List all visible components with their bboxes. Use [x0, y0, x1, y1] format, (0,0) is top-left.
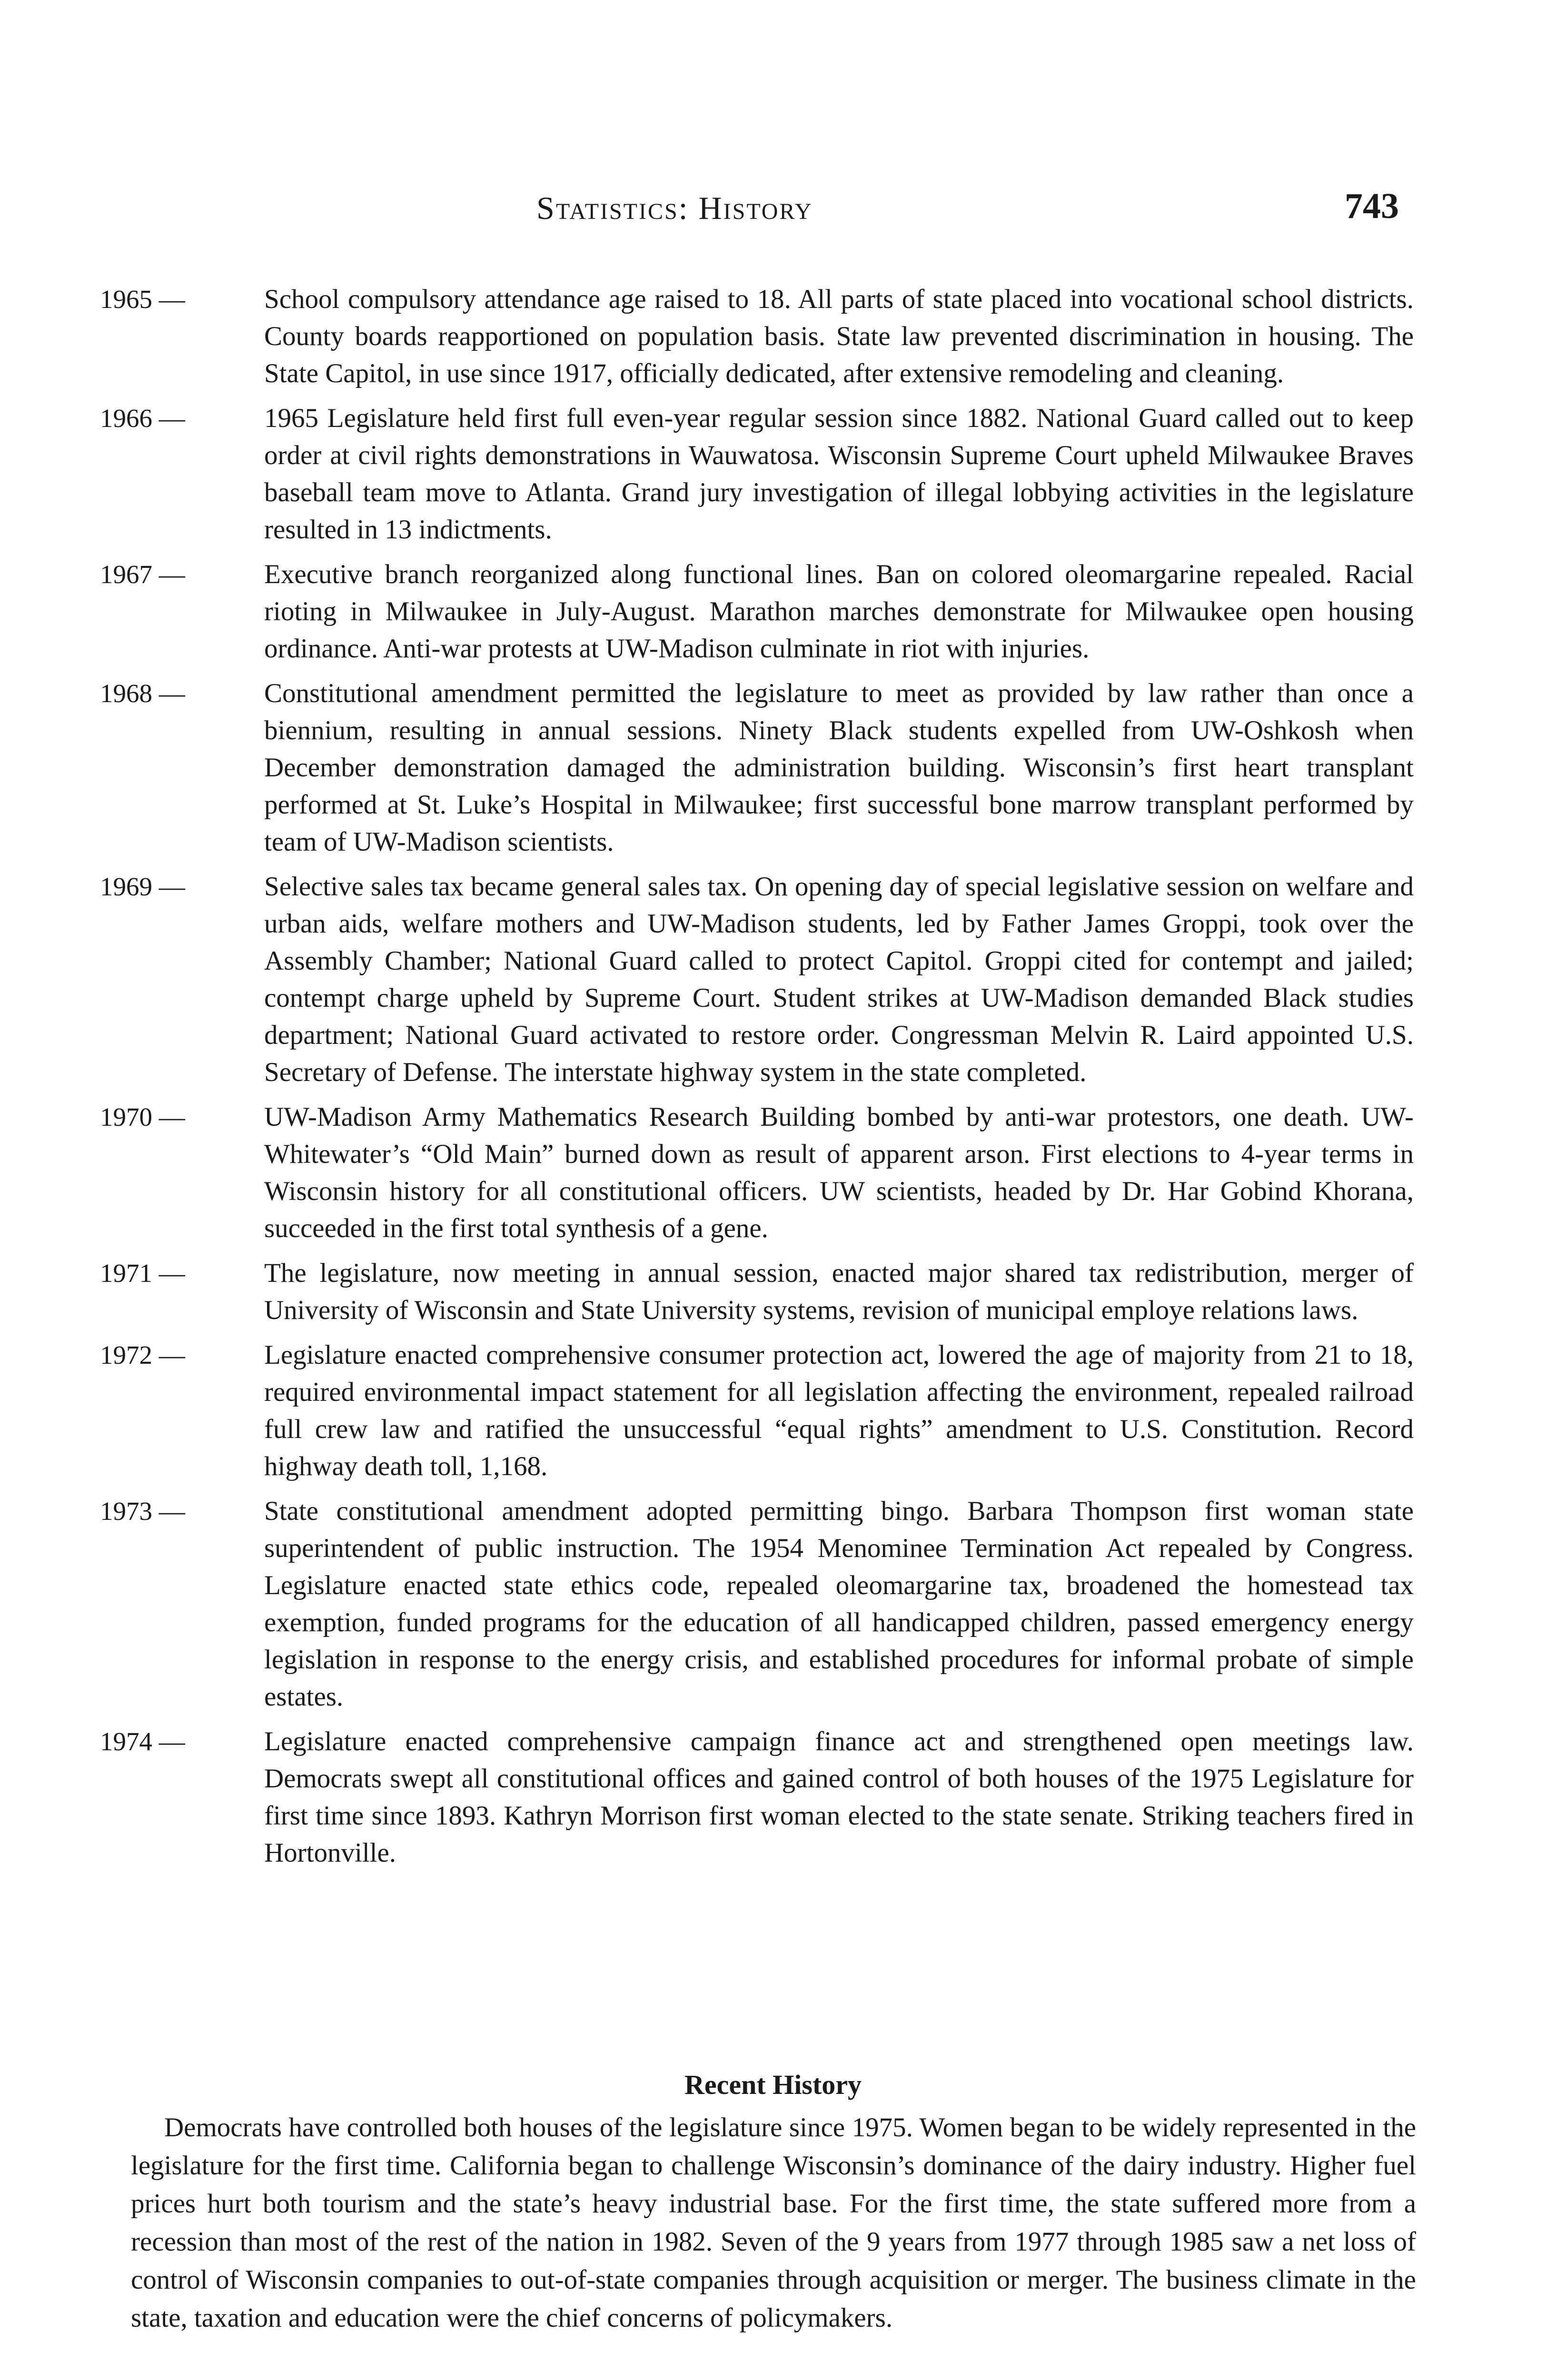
- running-title: Statistics: History: [536, 190, 813, 226]
- entry-year: 1969 —: [100, 872, 185, 901]
- entry-year: 1973 —: [100, 1497, 185, 1526]
- entry-year: 1970 —: [100, 1102, 185, 1131]
- timeline-entry-1973: [100, 1493, 1414, 1716]
- timeline-entry-1974: [100, 1723, 1414, 1872]
- recent-history-paragraph: Democrats have controlled both houses of the legislature since 1975. Women began to be widely represented in the legislature for the first time. California began to challenge Wisconsin’s dominance of the dairy industry. Higher fuel prices hurt both tourism and the state’s heavy industrial base. For the first time, the state suffered more from a recession than most of the rest of the nation in 1982. Seven of the 9 years from 1977 through 1985 saw a net loss of control of Wisconsin companies to out-of-state companies through acquisition or merger. The business climate in the state, taxation and education were the chief concerns of policymakers.: [131, 2112, 1416, 2333]
- entry-text: Executive branch reorganized along functional lines. Ban on colored oleomargarine repealed. Racial rioting in Milwaukee in July-August. Marathon marches demonstrate for Milwaukee open housing ordinance. Anti-war protests at UW-Madison culminate in riot with injuries.: [264, 559, 1414, 664]
- entry-text: Selective sales tax became general sales tax. On opening day of special legislative session on welfare and urban aids, welfare mothers and UW-Madison students, led by Father James Groppi, took over the Assembly Chamber; National Guard called to protect Capitol. Groppi cited for contempt and jailed; contempt charge upheld by Supreme Court. Student strikes at UW-Madison demanded Black studies department; National Guard activated to restore order. Congressman Melvin R. Laird appointed U.S. Secretary of Defense. The interstate highway system in the state completed.: [264, 872, 1414, 1087]
- entry-text: 1965 Legislature held first full even-year regular session since 1882. National Guard called out to keep order at civil rights demonstrations in Wauwatosa. Wisconsin Supreme Court upheld Milwaukee Braves baseball team move to Atlanta. Grand jury investigation of illegal lobbying activities in the legislature resulted in 13 indictments.: [264, 403, 1414, 545]
- timeline-entry-1968: [100, 675, 1414, 861]
- timeline-entry-1966: [100, 400, 1414, 548]
- timeline-entry-1969: [100, 868, 1414, 1091]
- page-number: 743: [1345, 186, 1399, 226]
- timeline-entry-1967: [100, 556, 1414, 667]
- entry-text: State constitutional amendment adopted permitting bingo. Barbara Thompson first woman state superintendent of public instruction. The 1954 Menominee Termination Act repealed by Congress. Legislature enacted state ethics code, repealed oleomargarine tax, broadened the homestead tax exemption, funded programs for the education of all handicapped children, passed emergency energy legislation in response to the energy crisis, and established procedures for informal probate of simple estates.: [264, 1496, 1414, 1712]
- history-timeline: [100, 281, 1414, 1879]
- entry-year: 1967 —: [100, 560, 185, 589]
- entry-year: 1968 —: [100, 679, 185, 708]
- entry-year: 1974 —: [100, 1727, 185, 1756]
- entry-text: UW-Madison Army Mathematics Research Building bombed by anti-war protestors, one death. UW-Whitewater’s “Old Main” burned down as result of apparent arson. First elections to 4-year terms in Wisconsin history for all constitutional officers. UW scientists, headed by Dr. Har Gobind Khorana, succeeded in the first total synthesis of a gene.: [264, 1102, 1414, 1243]
- recent-history-heading: Recent History: [684, 2069, 862, 2100]
- entry-year: 1966 —: [100, 404, 185, 433]
- entry-year: 1965 —: [100, 285, 185, 314]
- entry-text: School compulsory attendance age raised to 18. All parts of state placed into vocational school districts. County boards reapportioned on population basis. State law prevented discrimination in housing. The State Capitol, in use since 1917, officially dedicated, after extensive remodeling and cleaning.: [264, 284, 1414, 388]
- running-head: [0, 186, 1546, 233]
- entry-year: 1971 —: [100, 1259, 185, 1288]
- timeline-entry-1971: [100, 1255, 1414, 1329]
- timeline-entry-1965: [100, 281, 1414, 392]
- timeline-entry-1972: [100, 1337, 1414, 1485]
- timeline-entry-1970: [100, 1099, 1414, 1247]
- entry-text: Legislature enacted comprehensive campaign finance act and strengthened open meetings law. Democrats swept all constitutional offices and gained control of both houses of the 1975 Legislature for first time since 1893. Kathryn Morrison first woman elected to the state senate. Striking teachers fired in Hortonville.: [264, 1726, 1414, 1868]
- entry-text: Legislature enacted comprehensive consumer protection act, lowered the age of majority from 21 to 18, required environmental impact statement for all legislation affecting the environment, repealed railroad full crew law and ratified the unsuccessful “equal rights” amendment to U.S. Constitution. Record highway death toll, 1,168.: [264, 1340, 1414, 1481]
- entry-text: Constitutional amendment permitted the legislature to meet as provided by law rather than once a biennium, resulting in annual sessions. Ninety Black students expelled from UW-Oshkosh when December demonstration damaged the administration building. Wisconsin’s first heart transplant performed at St. Luke’s Hospital in Milwaukee; first successful bone marrow transplant performed by team of UW-Madison scientists.: [264, 678, 1414, 857]
- entry-text: The legislature, now meeting in annual session, enacted major shared tax redistribution, merger of University of Wisconsin and State University systems, revision of municipal employe relations laws.: [264, 1258, 1414, 1325]
- entry-year: 1972 —: [100, 1340, 185, 1369]
